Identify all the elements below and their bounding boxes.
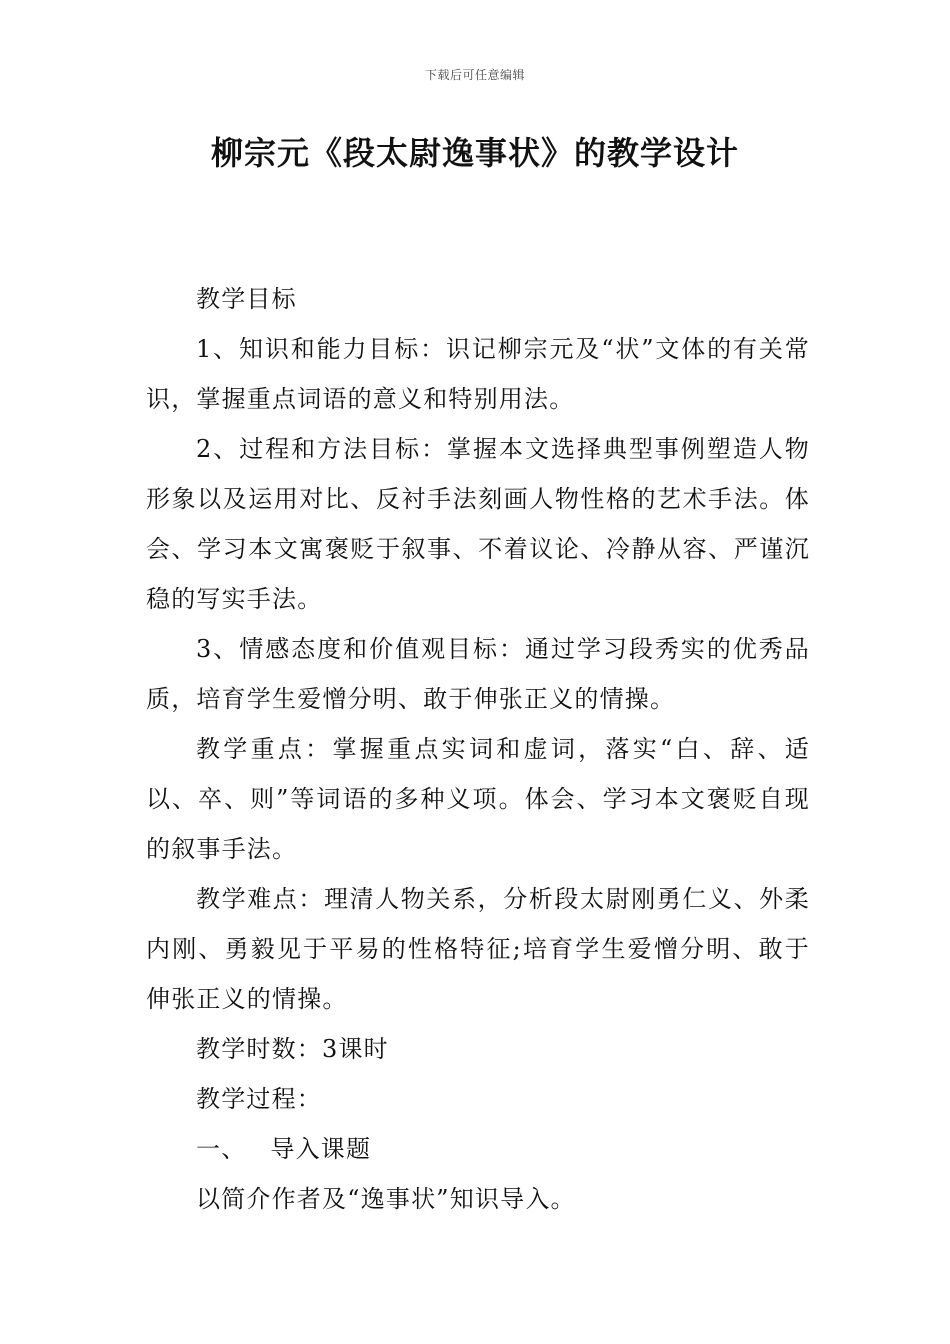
key-points: 教学重点：掌握重点实词和虚词，落实“白、辞、适以、卒、则”等词语的多种义项。体会、学习本文褒贬自现的叙事手法。 (146, 735, 810, 863)
header-note: 下载后可任意编辑 (424, 68, 525, 82)
process-heading: 教学过程： (196, 1085, 322, 1113)
document-title: 柳宗元《段太尉逸事状》的教学设计 (210, 134, 739, 172)
teaching-hours: 教学时数：3课时 (196, 1035, 389, 1063)
objective-2: 2、过程和方法目标：掌握本文选择典型事例塑造人物形象以及运用对比、反衬手法刻画人物性格的艺术手法。体会、学习本文寓褒贬于叙事、不着议论、冷静从容、严谨沉稳的写实手法。 (146, 435, 810, 613)
document-body (146, 274, 810, 1224)
section-1-number: 一、 (196, 1135, 247, 1163)
section-1-title: 导入课题 (270, 1135, 372, 1163)
section-1-heading (146, 1124, 810, 1174)
section-1-text: 以简介作者及“逸事状”知识导入。 (196, 1185, 576, 1213)
objective-1: 1、知识和能力目标：识记柳宗元及“状”文体的有关常识，掌握重点词语的意义和特别用法。 (146, 335, 810, 413)
objective-3: 3、情感态度和价值观目标：通过学习段秀实的优秀品质，培育学生爱憎分明、敢于伸张正义的情操。 (146, 635, 810, 713)
objectives-heading: 教学目标 (196, 285, 297, 313)
difficulties: 教学难点：理清人物关系，分析段太尉刚勇仁义、外柔内刚、勇毅见于平易的性格特征;培育学生爱憎分明、敢于伸张正义的情操。 (146, 885, 810, 1013)
